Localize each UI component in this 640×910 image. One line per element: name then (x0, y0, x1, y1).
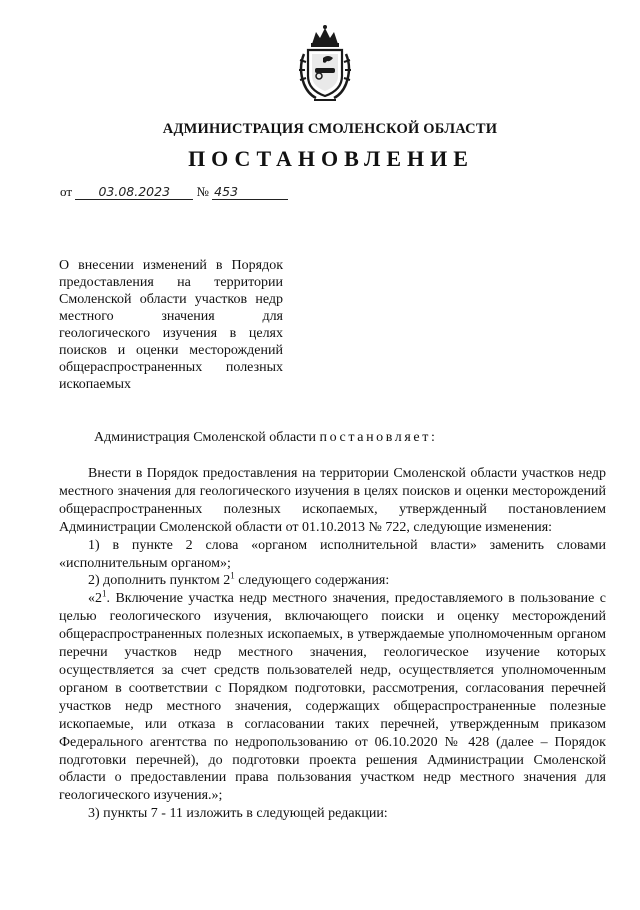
number-label: № (196, 184, 209, 199)
quoted-new-clause (59, 590, 606, 805)
item2-text-end: следующего содержания: (234, 573, 390, 589)
document-number: 453 (212, 185, 288, 200)
preamble (94, 430, 437, 446)
amendment-item-3: 3) пункты 7 - 11 изложить в следующей редакции: (88, 806, 388, 822)
amendment-item-2 (59, 572, 606, 590)
date-label: от (60, 184, 73, 199)
item2-superscript: 1 (230, 570, 235, 581)
document-date: 03.08.2023 (75, 185, 193, 200)
document-subject: О внесении изменений в Порядок предоставления на территории Смоленской области участков недр местного значения для геологического изучения в целях поисков и оценки месторождений общераспространенных полезных ископаемых (59, 258, 283, 392)
quote-start: «2 (88, 591, 102, 607)
preamble-verb: постановляет: (319, 430, 438, 445)
quote-text: . Включение участка недр местного значения, предоставляемого в пользование с целью геологического изучения, включающего поиски и оценку месторождений общераспространенных полезных ископаемых, в утверждаемые уполномоченным органом перечни участков недр местного значения, геологическое изучение которых осуществляется за счет средств пользователей недр, осуществляется уполномоченным органом в соответствии с Порядком подготовки, рассмотрения, согласования перечней участков недр местного значения, содержащих общераспространенные полезные ископаемые, или отказа в согласовании таких перечней, утвержденным приказом Федерального агентства по недропользованию от 06.10.2020 № 428 (далее – Порядок подготовки перечней), до подготовки проекта решения Администрации Смоленской области о предоставлении права пользования участком недр местного значения для геологического изучения.»; (59, 591, 606, 804)
issuing-authority: АДМИНИСТРАЦИЯ СМОЛЕНСКОЙ ОБЛАСТИ (162, 121, 498, 137)
document-type-title: ПОСТАНОВЛЕНИЕ (188, 146, 474, 171)
registration-line (60, 184, 288, 200)
amendment-item-1: 1) в пункте 2 слова «органом исполнительной власти» заменить словами «исполнительным органом»; (59, 537, 606, 571)
item2-text: 2) дополнить пунктом 2 (88, 573, 231, 589)
preamble-lead: Администрация Смоленской области (94, 430, 317, 445)
smolensk-coat-of-arms-icon (294, 24, 356, 104)
intro-paragraph: Внести в Порядок предоставления на территории Смоленской области участков недр местного значения для геологического изучения в целях поисков и оценки месторождений общераспространенных полезных ископаемых, утвержденный постановлением Администрации Смоленской области от 01.10.2013 № 722, следующие изменения: (59, 466, 606, 535)
document-body (59, 465, 606, 823)
quote-superscript: 1 (102, 588, 107, 599)
